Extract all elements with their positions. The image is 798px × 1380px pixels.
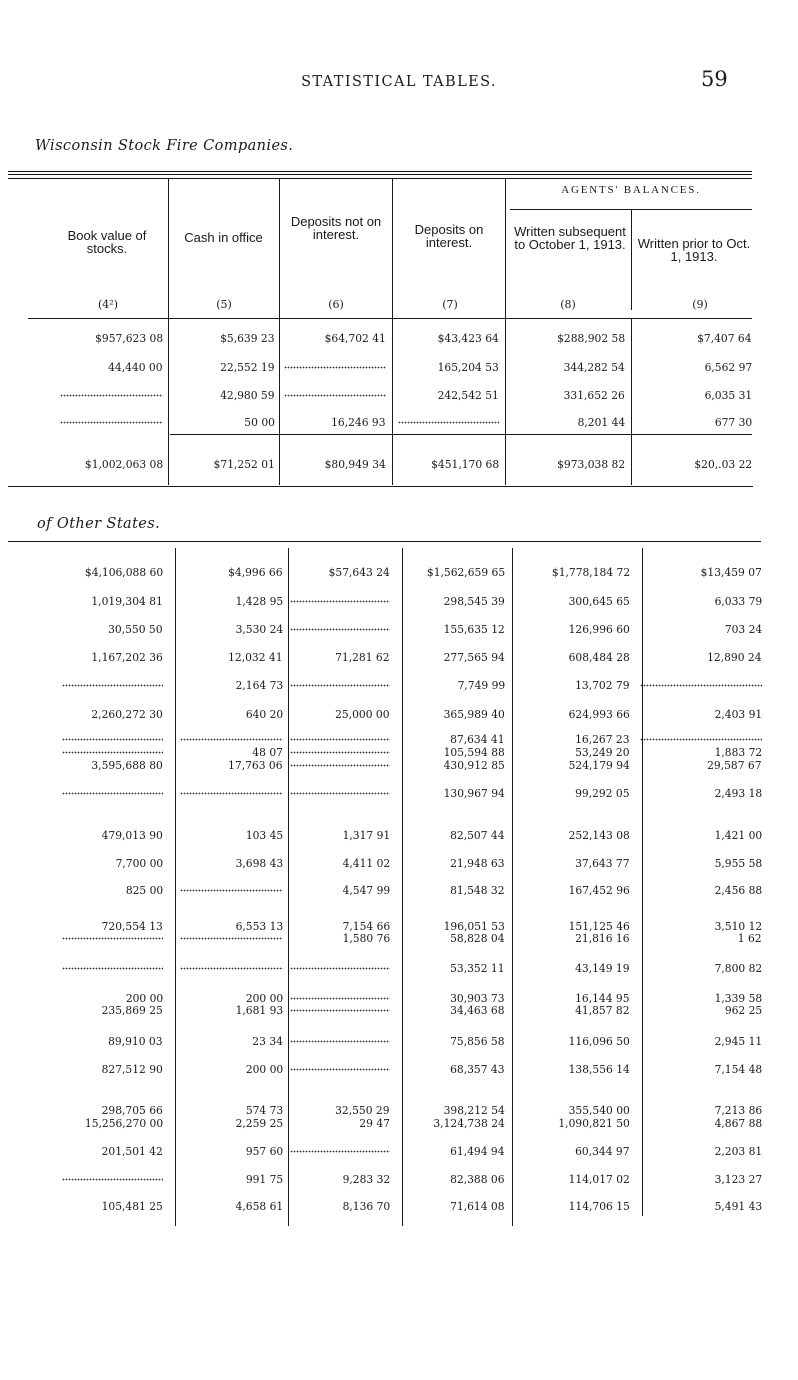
other-states-row-11-col-7: 82,507 44: [450, 828, 505, 842]
other-states-row-20-col-4: 827,512 90: [101, 1062, 163, 1076]
wisconsin-row-4-col-9: 677 30: [714, 415, 752, 429]
wisconsin-total-col-5: $71,252 01: [213, 457, 275, 471]
running-header: STATISTICAL TABLES.: [301, 74, 497, 90]
other-states-row-6-col-7: 365,989 40: [443, 707, 505, 721]
column-number-6: (9): [692, 298, 708, 311]
wisconsin-row-4-col-6: 16,246 93: [331, 415, 386, 429]
wisconsin-row-3-col-9: 6,035 31: [704, 388, 752, 402]
leader-dots: [640, 738, 762, 741]
other-states-row-12-col-5: 3,698 43: [235, 856, 283, 870]
other-states-row-8-col-5: 48 07: [252, 745, 283, 759]
section-title-wisconsin: Wisconsin Stock Fire Companies.: [35, 138, 294, 154]
other-states-row-4-col-9: 12,890 24: [707, 650, 762, 664]
totals-rule: [170, 434, 752, 435]
column-header-deposits-on-interest: Deposits on interest.: [414, 222, 484, 250]
other-states-row-20-col-5: 200 00: [245, 1062, 283, 1076]
leader-dots: [290, 628, 390, 631]
top-table-rule-2: [8, 174, 752, 175]
other-states-row-14-col-4: 720,554 13: [101, 919, 163, 933]
other-states-row-23-col-7: 61,494 94: [450, 1144, 505, 1158]
other-states-row-1-col-8: $1,778,184 72: [551, 565, 630, 579]
leader-dots: [290, 764, 390, 767]
leader-dots: [290, 967, 390, 970]
top-column-rule-1: [168, 178, 169, 485]
other-states-row-14-col-9: 3,510 12: [714, 919, 762, 933]
other-states-row-25-col-6: 8,136 70: [342, 1199, 390, 1213]
other-states-row-3-col-4: 30,550 50: [108, 622, 163, 636]
other-states-row-7-col-8: 16,267 23: [575, 732, 630, 746]
other-states-row-18-col-8: 41,857 82: [575, 1003, 630, 1017]
column-header-cash-in-office: Cash in office: [184, 230, 263, 245]
leader-dots: [290, 738, 390, 741]
leader-dots: [284, 394, 386, 397]
other-states-row-17-col-7: 30,903 73: [450, 991, 505, 1005]
other-states-row-22-col-7: 3,124,738 24: [433, 1116, 505, 1130]
wisconsin-row-2-col-4: 44,440 00: [108, 360, 163, 374]
other-states-row-9-col-7: 430,912 85: [443, 758, 505, 772]
leader-dots: [62, 792, 163, 795]
other-states-row-11-col-5: 103 45: [245, 828, 283, 842]
other-states-row-11-col-8: 252,143 08: [568, 828, 630, 842]
other-states-row-1-col-9: $13,459 07: [700, 565, 762, 579]
leader-dots: [290, 792, 390, 795]
other-states-row-17-col-8: 16,144 95: [575, 991, 630, 1005]
other-states-row-5-col-7: 7,749 99: [457, 678, 505, 692]
other-states-row-11-col-9: 1,421 00: [714, 828, 762, 842]
other-states-row-6-col-4: 2,260,272 30: [91, 707, 163, 721]
other-states-row-2-col-7: 298,545 39: [443, 594, 505, 608]
other-states-row-19-col-7: 75,856 58: [450, 1034, 505, 1048]
other-states-row-13-col-4: 825 00: [125, 883, 163, 897]
other-states-row-20-col-7: 68,357 43: [450, 1062, 505, 1076]
other-states-row-16-col-9: 7,800 82: [714, 961, 762, 975]
leader-dots: [62, 684, 163, 687]
other-states-row-2-col-8: 300,645 65: [568, 594, 630, 608]
other-states-row-11-col-6: 1,317 91: [342, 828, 390, 842]
other-states-row-5-col-5: 2,164 73: [235, 678, 283, 692]
leader-dots: [290, 1068, 390, 1071]
top-column-rule-3: [392, 178, 393, 485]
other-states-row-4-col-6: 71,281 62: [335, 650, 390, 664]
leader-dots: [398, 421, 499, 424]
other-states-row-21-col-9: 7,213 86: [714, 1103, 762, 1117]
other-states-row-22-col-5: 2,259 25: [235, 1116, 283, 1130]
column-number-3: (6): [328, 298, 344, 311]
leader-dots: [62, 1178, 163, 1181]
header-bottom-rule: [28, 318, 752, 319]
leader-dots: [62, 937, 163, 940]
wisconsin-row-1-col-6: $64,702 41: [324, 331, 386, 345]
column-number-4: (7): [442, 298, 458, 311]
other-states-row-18-col-7: 34,463 68: [450, 1003, 505, 1017]
other-states-row-18-col-5: 1,681 93: [235, 1003, 283, 1017]
wisconsin-row-3-col-5: 42,980 59: [220, 388, 275, 402]
other-states-top-rule: [8, 541, 761, 542]
other-states-row-23-col-5: 957 60: [245, 1144, 283, 1158]
other-states-row-22-col-9: 4,867 88: [714, 1116, 762, 1130]
other-states-row-18-col-9: 962 25: [724, 1003, 762, 1017]
leader-dots: [180, 889, 283, 892]
other-states-row-2-col-9: 6,033 79: [714, 594, 762, 608]
other-states-row-2-col-5: 1,428 95: [235, 594, 283, 608]
other-states-row-14-col-6: 7,154 66: [342, 919, 390, 933]
other-states-row-1-col-5: $4,996 66: [228, 565, 283, 579]
top-column-rule-2: [279, 178, 280, 485]
other-states-row-10-col-7: 130,967 94: [443, 786, 505, 800]
other-column-rule-4: [512, 548, 513, 1226]
leader-dots: [62, 738, 163, 741]
other-states-row-24-col-6: 9,283 32: [342, 1172, 390, 1186]
leader-dots: [62, 967, 163, 970]
other-states-row-18-col-4: 235,869 25: [101, 1003, 163, 1017]
other-states-row-13-col-6: 4,547 99: [342, 883, 390, 897]
other-states-row-12-col-4: 7,700 00: [115, 856, 163, 870]
top-table-rule-1: [8, 171, 752, 172]
other-states-row-9-col-5: 17,763 06: [228, 758, 283, 772]
other-states-row-21-col-4: 298,705 66: [101, 1103, 163, 1117]
wisconsin-row-4-col-5: 50 00: [244, 415, 275, 429]
wisconsin-row-3-col-8: 331,652 26: [563, 388, 625, 402]
column-header-written-prior: Written prior to Oct. 1, 1913.: [637, 236, 751, 264]
other-states-row-22-col-4: 15,256,270 00: [84, 1116, 163, 1130]
other-states-row-19-col-8: 116,096 50: [568, 1034, 630, 1048]
other-states-row-8-col-7: 105,594 88: [443, 745, 505, 759]
leader-dots: [290, 1040, 390, 1043]
other-states-row-6-col-6: 25,000 00: [335, 707, 390, 721]
leader-dots: [180, 967, 283, 970]
other-states-row-17-col-9: 1,339 58: [714, 991, 762, 1005]
other-states-row-20-col-9: 7,154 48: [714, 1062, 762, 1076]
other-states-row-25-col-9: 5,491 43: [714, 1199, 762, 1213]
column-number-1: (4²): [98, 298, 118, 311]
wisconsin-row-2-col-9: 6,562 97: [704, 360, 752, 374]
other-states-row-20-col-8: 138,556 14: [568, 1062, 630, 1076]
other-column-rule-5: [642, 548, 643, 1216]
other-states-row-19-col-5: 23 34: [252, 1034, 283, 1048]
leader-dots: [290, 1150, 390, 1153]
other-states-row-3-col-7: 155,635 12: [443, 622, 505, 636]
wisconsin-row-2-col-7: 165,204 53: [437, 360, 499, 374]
other-states-row-4-col-5: 12,032 41: [228, 650, 283, 664]
wisconsin-row-3-col-7: 242,542 51: [437, 388, 499, 402]
other-states-row-13-col-8: 167,452 96: [568, 883, 630, 897]
leader-dots: [640, 684, 762, 687]
other-states-row-16-col-8: 43,149 19: [575, 961, 630, 975]
other-states-row-1-col-6: $57,643 24: [328, 565, 390, 579]
leader-dots: [290, 751, 390, 754]
wisconsin-row-1-col-8: $288,902 58: [556, 331, 625, 345]
wisconsin-total-col-6: $80,949 34: [324, 457, 386, 471]
other-states-row-11-col-4: 479,013 90: [101, 828, 163, 842]
other-states-row-12-col-7: 21,948 63: [450, 856, 505, 870]
wisconsin-row-1-col-4: $957,623 08: [94, 331, 163, 345]
other-states-row-14-col-5: 6,553 13: [235, 919, 283, 933]
other-states-row-6-col-5: 640 20: [245, 707, 283, 721]
other-states-row-8-col-9: 1,883 72: [714, 745, 762, 759]
other-column-rule-1: [175, 548, 176, 1226]
other-states-row-12-col-8: 37,643 77: [575, 856, 630, 870]
other-states-row-12-col-6: 4,411 02: [342, 856, 390, 870]
other-states-row-15-col-7: 58,828 04: [450, 931, 505, 945]
wisconsin-total-col-7: $451,170 68: [430, 457, 499, 471]
other-states-row-1-col-4: $4,106,088 60: [84, 565, 163, 579]
leader-dots: [290, 1009, 390, 1012]
other-states-row-21-col-7: 398,212 54: [443, 1103, 505, 1117]
other-states-row-9-col-8: 524,179 94: [568, 758, 630, 772]
leader-dots: [290, 997, 390, 1000]
other-states-row-12-col-9: 5,955 58: [714, 856, 762, 870]
other-states-row-4-col-4: 1,167,202 36: [91, 650, 163, 664]
other-states-row-14-col-8: 151,125 46: [568, 919, 630, 933]
other-states-row-3-col-9: 703 24: [724, 622, 762, 636]
other-states-row-3-col-5: 3,530 24: [235, 622, 283, 636]
other-states-row-25-col-8: 114,706 15: [568, 1199, 630, 1213]
top-column-rule-5: [631, 210, 632, 310]
other-states-row-15-col-8: 21,816 16: [575, 931, 630, 945]
other-states-row-24-col-9: 3,123 27: [714, 1172, 762, 1186]
leader-dots: [180, 792, 283, 795]
column-number-5: (8): [560, 298, 576, 311]
agents-balances-heading: AGENTS' BALANCES.: [561, 184, 701, 196]
column-header-written-subsequent: Written subsequent to October 1, 1913.: [514, 224, 626, 252]
column-number-2: (5): [216, 298, 232, 311]
other-states-row-24-col-5: 991 75: [245, 1172, 283, 1186]
other-states-row-22-col-8: 1,090,821 50: [558, 1116, 630, 1130]
wisconsin-row-2-col-5: 22,552 19: [220, 360, 275, 374]
other-states-row-8-col-8: 53,249 20: [575, 745, 630, 759]
other-states-row-9-col-9: 29,587 67: [707, 758, 762, 772]
other-states-row-21-col-8: 355,540 00: [568, 1103, 630, 1117]
other-states-row-23-col-9: 2,203 81: [714, 1144, 762, 1158]
other-states-row-10-col-9: 2,493 18: [714, 786, 762, 800]
other-column-rule-3: [402, 548, 403, 1226]
other-states-row-23-col-4: 201,501 42: [101, 1144, 163, 1158]
other-states-row-14-col-7: 196,051 53: [443, 919, 505, 933]
page-number: 59: [701, 67, 728, 91]
other-states-row-9-col-4: 3,595,688 80: [91, 758, 163, 772]
other-states-row-24-col-8: 114,017 02: [568, 1172, 630, 1186]
other-states-row-19-col-4: 89,910 03: [108, 1034, 163, 1048]
other-states-row-23-col-8: 60,344 97: [575, 1144, 630, 1158]
other-states-row-5-col-8: 13,702 79: [575, 678, 630, 692]
leader-dots: [284, 366, 386, 369]
leader-dots: [290, 684, 390, 687]
leader-dots: [60, 421, 163, 424]
leader-dots: [180, 937, 283, 940]
other-column-rule-2: [288, 548, 289, 1226]
wisconsin-row-1-col-5: $5,639 23: [220, 331, 275, 345]
other-states-row-2-col-4: 1,019,304 81: [91, 594, 163, 608]
other-states-row-21-col-5: 574 73: [245, 1103, 283, 1117]
other-states-row-15-col-6: 1,580 76: [342, 931, 390, 945]
column-header-book-value: Book value of stocks.: [67, 228, 147, 256]
wisconsin-total-col-4: $1,002,063 08: [84, 457, 163, 471]
other-states-row-6-col-9: 2,403 91: [714, 707, 762, 721]
other-states-row-17-col-5: 200 00: [245, 991, 283, 1005]
other-states-row-24-col-7: 82,388 06: [450, 1172, 505, 1186]
top-table-bottom-rule: [8, 486, 753, 487]
other-states-row-13-col-9: 2,456 88: [714, 883, 762, 897]
other-states-row-10-col-8: 99,292 05: [575, 786, 630, 800]
other-states-row-25-col-7: 71,614 08: [450, 1199, 505, 1213]
leader-dots: [60, 394, 163, 397]
other-states-row-22-col-6: 29 47: [359, 1116, 390, 1130]
other-states-row-4-col-7: 277,565 94: [443, 650, 505, 664]
wisconsin-total-col-9: $20,.03 22: [694, 457, 752, 471]
wisconsin-row-1-col-9: $7,407 64: [697, 331, 752, 345]
other-states-row-3-col-8: 126,996 60: [568, 622, 630, 636]
top-table-rule-3: [8, 178, 752, 179]
wisconsin-row-2-col-8: 344,282 54: [563, 360, 625, 374]
wisconsin-total-col-8: $973,038 82: [556, 457, 625, 471]
wisconsin-row-1-col-7: $43,423 64: [437, 331, 499, 345]
top-column-rule-4: [505, 178, 506, 485]
leader-dots: [180, 738, 283, 741]
other-states-row-19-col-9: 2,945 11: [714, 1034, 762, 1048]
wisconsin-row-4-col-8: 8,201 44: [577, 415, 625, 429]
other-states-row-16-col-7: 53,352 11: [450, 961, 505, 975]
other-states-row-25-col-5: 4,658 61: [235, 1199, 283, 1213]
column-header-deposits-not-interest: Deposits not on interest.: [290, 214, 382, 242]
other-states-row-6-col-8: 624,993 66: [568, 707, 630, 721]
other-states-row-17-col-4: 200 00: [125, 991, 163, 1005]
other-states-row-1-col-7: $1,562,659 65: [426, 565, 505, 579]
other-states-row-25-col-4: 105,481 25: [101, 1199, 163, 1213]
leader-dots: [290, 600, 390, 603]
top-column-rule-lower: [631, 318, 632, 485]
other-states-row-21-col-6: 32,550 29: [335, 1103, 390, 1117]
other-states-row-15-col-9: 1 62: [738, 931, 762, 945]
other-states-row-7-col-7: 87,634 41: [450, 732, 505, 746]
other-states-row-4-col-8: 608,484 28: [568, 650, 630, 664]
section-title-other-states: of Other States.: [37, 516, 161, 532]
other-states-row-13-col-7: 81,548 32: [450, 883, 505, 897]
leader-dots: [62, 751, 163, 754]
